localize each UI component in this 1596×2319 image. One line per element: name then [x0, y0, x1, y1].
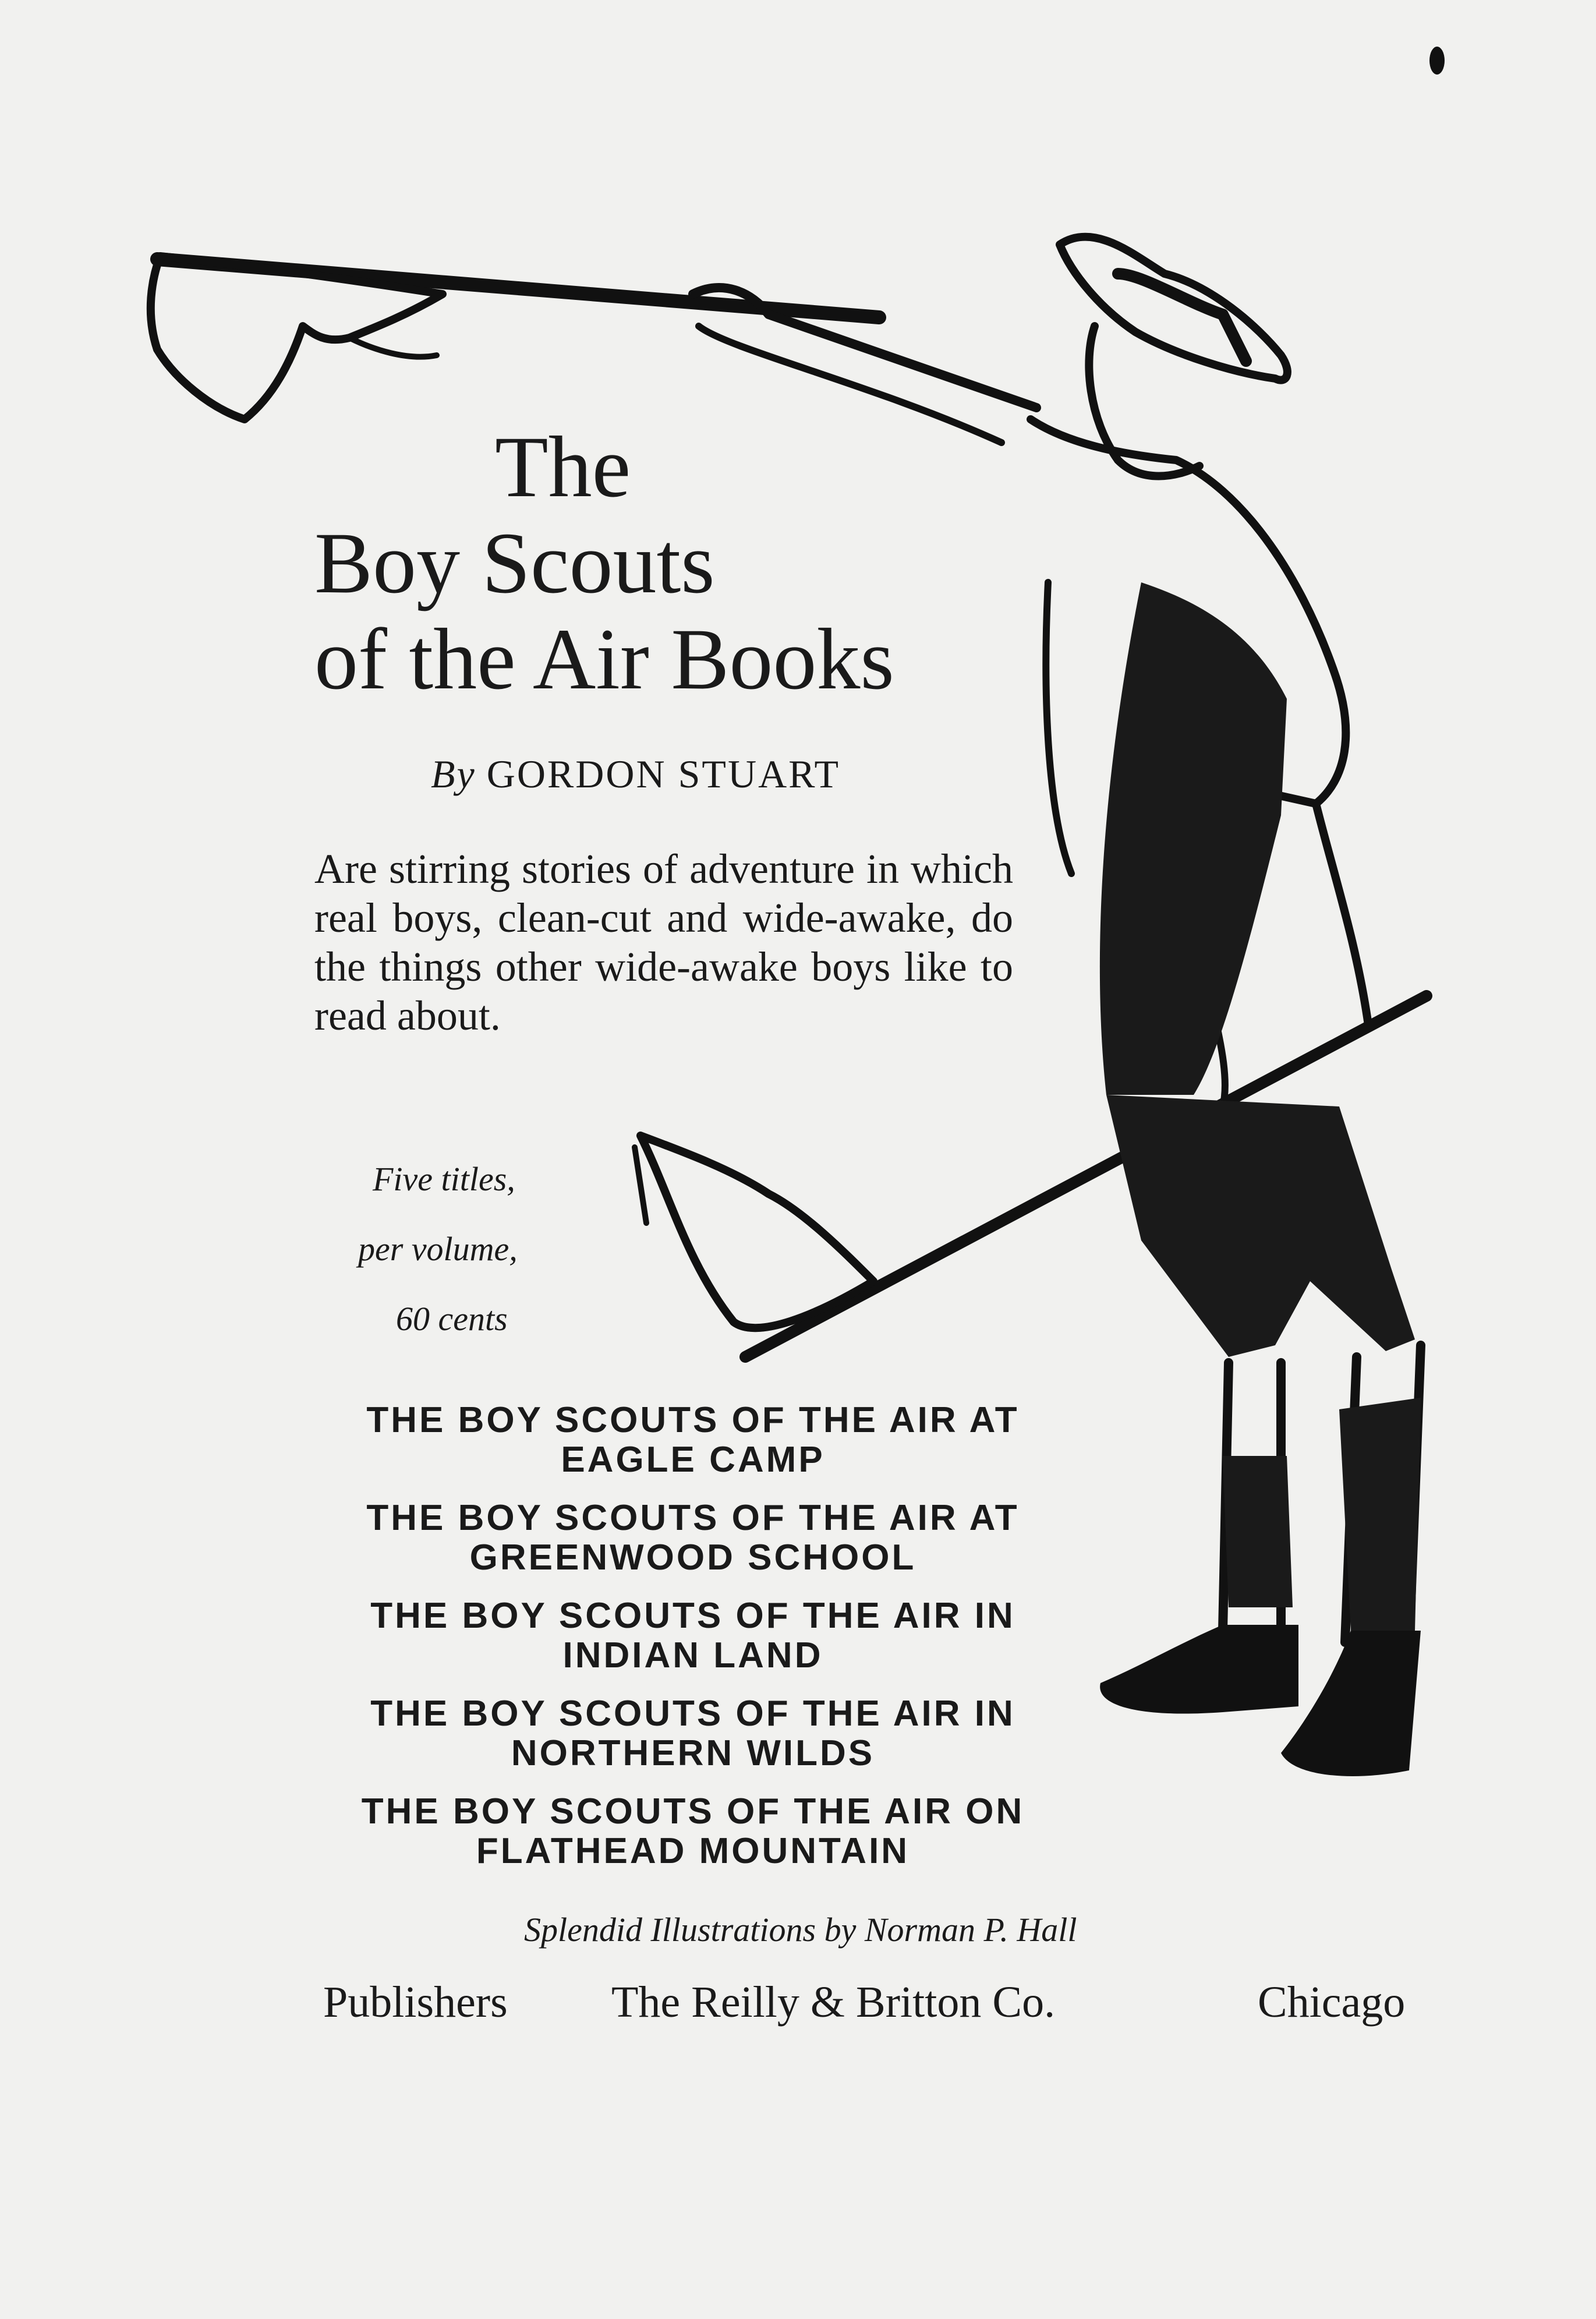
author-name: GORDON STUART: [486, 752, 840, 796]
price-note-line-1: Five titles,: [373, 1160, 515, 1198]
book-title: [314, 1792, 1071, 1871]
illustrations-credit: Splendid Illustrations by Norman P. Hall: [524, 1911, 1077, 1949]
book-title: [314, 1694, 1071, 1773]
series-title-line-1: The: [495, 419, 631, 515]
price-note: [349, 1144, 518, 1354]
publisher-city: Chicago: [1258, 1978, 1406, 2027]
book-title-line: THE BOY SCOUTS OF THE AIR IN: [370, 1596, 1015, 1636]
byline: [431, 751, 840, 797]
book-title-line: FLATHEAD MOUNTAIN: [476, 1831, 910, 1871]
series-title-line-3: of the Air Books: [314, 611, 894, 708]
book-title-line: GREENWOOD SCHOOL: [469, 1537, 916, 1578]
book-title: [314, 1401, 1071, 1480]
book-title: [314, 1596, 1071, 1675]
book-title: [314, 1498, 1071, 1578]
series-description: Are stirring stories of adventure in which real boys, clean-cut and wide-awake, do the things other wide-awake boys like to read about.: [314, 846, 1013, 1039]
book-title-line: EAGLE CAMP: [561, 1440, 825, 1480]
book-title-line: THE BOY SCOUTS OF THE AIR IN: [370, 1694, 1015, 1734]
publisher-name: The Reilly & Britton Co.: [611, 1978, 1056, 2027]
price-note-line-2: per volume,: [358, 1230, 518, 1268]
series-title: [314, 419, 1048, 708]
publishers-label: Publishers: [323, 1978, 508, 2027]
byline-prefix: By: [431, 752, 476, 796]
book-title-line: NORTHERN WILDS: [511, 1733, 875, 1773]
book-title-list: [314, 1401, 1071, 1890]
book-title-line: THE BOY SCOUTS OF THE AIR ON: [361, 1791, 1025, 1832]
book-title-line: THE BOY SCOUTS OF THE AIR AT: [366, 1498, 1020, 1538]
series-title-line-2: Boy Scouts: [314, 515, 715, 611]
right-boot: [1281, 1631, 1421, 1776]
left-boot: [1100, 1625, 1298, 1714]
book-title-line: THE BOY SCOUTS OF THE AIR AT: [366, 1400, 1020, 1440]
book-title-line: INDIAN LAND: [562, 1635, 823, 1675]
price-note-line-3: 60 cents: [396, 1300, 508, 1338]
campaign-hat: [1060, 237, 1287, 380]
lower-flag: [640, 1136, 873, 1328]
